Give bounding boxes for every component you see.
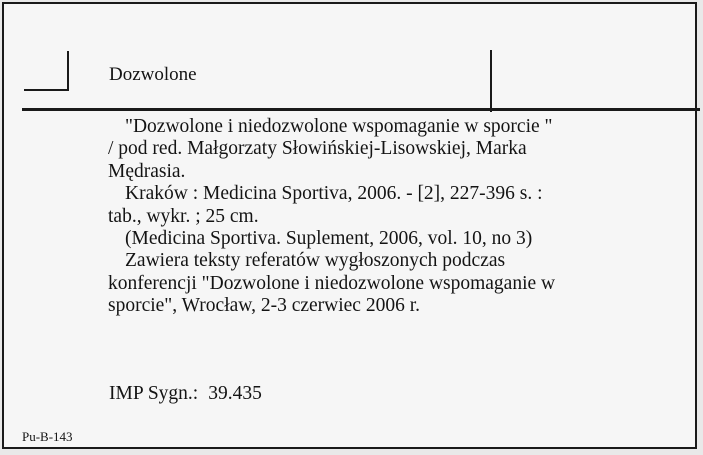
series-note: (Medicina Sportiva. Suplement, 2006, vol. 10, no 3) [125,228,533,250]
call-number-value: 39.435 [208,383,262,404]
bibliographic-entry [108,116,668,318]
title-line: / pod red. Małgorzaty Słowińskiej-Lisowskiej, Marka [108,138,527,160]
column-divider [490,50,492,112]
catalog-card [2,2,697,449]
call-number [109,383,262,405]
shelf-code: Pu-B-143 [22,429,73,444]
title-line: Mędrasia. [108,160,186,182]
heading-rule [22,108,700,111]
imprint-line: Kraków : Medicina Sportiva, 2006. - [2], 227-396 s. : [125,183,543,205]
content-note-line: Zawiera teksty referatów wygłoszonych podczas [125,250,506,272]
content-note-line: konferencji "Dozwolone i niedozwolone wspomaganie w [108,272,556,294]
imprint-line: tab., wykr. ; 25 cm. [108,205,259,227]
title-line: "Dozwolone i niedozwolone wspomaganie w sporcie " [125,116,553,137]
call-number-label: IMP Sygn.: [109,383,199,404]
subject-heading: Dozwolone [109,64,197,85]
content-note-line: sporcie", Wrocław, 2-3 czerwiec 2006 r. [108,295,421,317]
corner-mark-horizontal [24,89,69,91]
corner-mark-vertical [67,51,69,91]
